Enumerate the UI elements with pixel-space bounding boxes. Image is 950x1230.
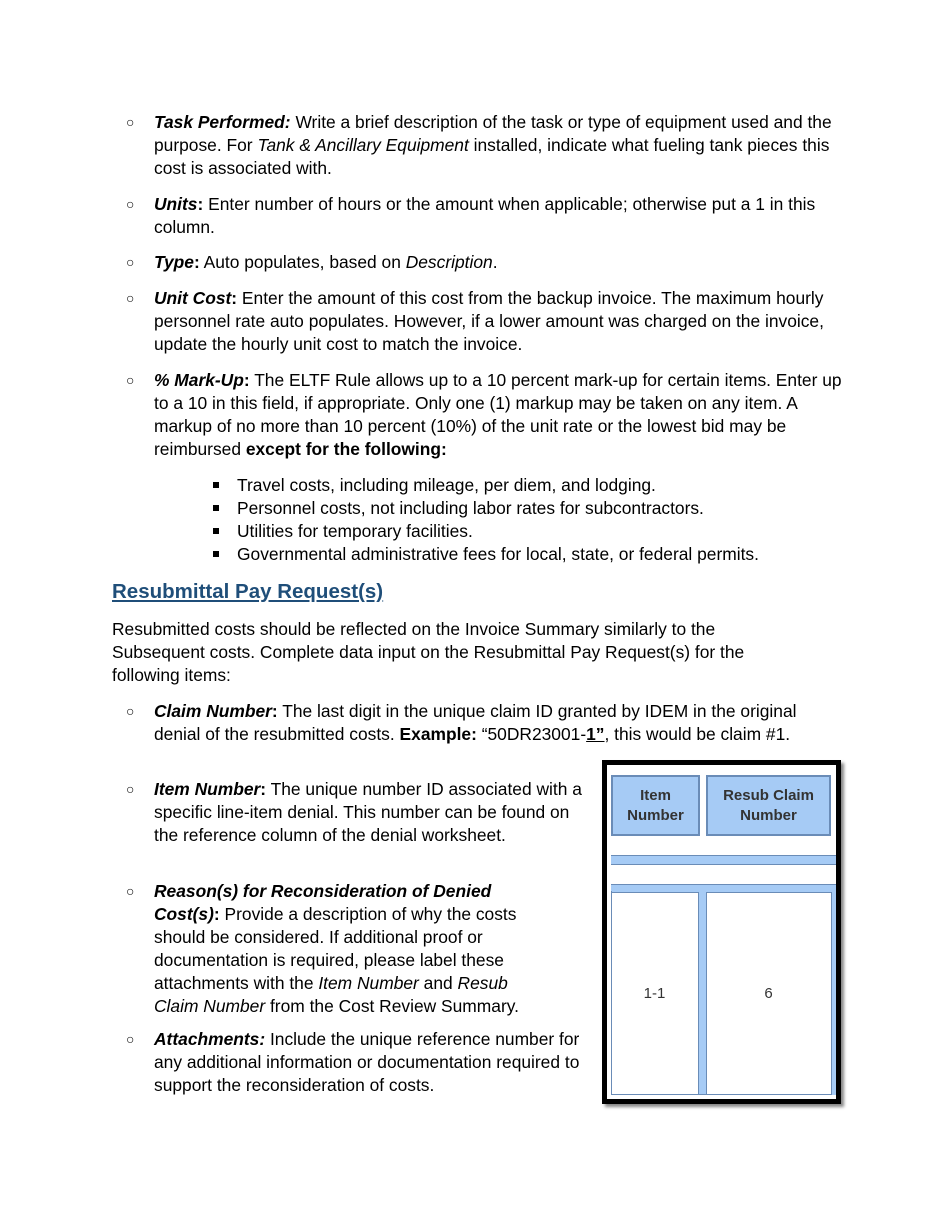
term: % Mark-Up xyxy=(154,370,244,390)
term-colon: : xyxy=(213,904,220,924)
list-item xyxy=(154,111,844,180)
text-run: The last digit in the unique claim ID granted by IDEM in the original denial of the resubmitted costs. xyxy=(154,701,797,744)
text-run: , this would be claim #1. xyxy=(604,724,791,744)
term-colon: : xyxy=(231,288,238,308)
text-run: Include the unique reference number for any additional information or documentation required to support the reconsideration of costs. xyxy=(154,1029,580,1095)
term: Item Number xyxy=(154,779,261,799)
text-run: Write a brief description of the task or type of equipment used and the purpose. For xyxy=(154,112,832,155)
text-run: Example: xyxy=(399,724,477,744)
term-colon: : xyxy=(197,194,204,214)
desc xyxy=(200,252,498,272)
term: Units xyxy=(154,194,198,214)
list-item xyxy=(154,193,844,239)
header-line: Number xyxy=(740,806,797,824)
text-run: The unique number ID associated with a specific line-item denial. This number can be found on the reference column of the denial worksheet. xyxy=(154,779,582,845)
list-item xyxy=(154,287,844,356)
text-run: Enter number of hours or the amount when applicable; otherwise put a 1 in this column. xyxy=(154,194,816,237)
list-item xyxy=(154,251,844,274)
exceptions-list xyxy=(237,474,857,566)
desc xyxy=(154,370,842,459)
term-colon: : xyxy=(271,701,278,721)
term-colon: : xyxy=(193,252,200,272)
term: Attachments: xyxy=(154,1029,266,1049)
list-item xyxy=(154,1028,594,1097)
header-line: Number xyxy=(627,806,684,824)
header-line: Resub Claim xyxy=(723,786,814,804)
text-run: installed, indicate what fueling tank pieces this cost is associated with. xyxy=(154,135,830,178)
table-bottom-edge xyxy=(611,1094,832,1095)
table-header-resub-claim-number xyxy=(706,775,831,836)
term: Unit Cost xyxy=(154,288,232,308)
term-colon: : xyxy=(243,370,250,390)
exception-item: Governmental administrative fees for local, state, or federal permits. xyxy=(237,543,857,566)
exception-item: Travel costs, including mileage, per diem, and lodging. xyxy=(237,474,857,497)
exception-item: Utilities for temporary facilities. xyxy=(237,520,857,543)
table-header-item-number xyxy=(611,775,700,836)
text-run: “50DR23001- xyxy=(476,724,587,744)
term: Type xyxy=(154,252,194,272)
list-item xyxy=(154,778,594,847)
text-run: and xyxy=(418,973,458,993)
term: Claim Number xyxy=(154,701,272,721)
text-run: Tank & Ancillary Equipment xyxy=(257,135,469,155)
text-run: except for the following: xyxy=(245,439,447,459)
resubmittal-table-image xyxy=(602,760,841,1104)
table-cell-resub-claim-number: 6 xyxy=(764,985,773,1002)
table-band xyxy=(611,855,841,865)
desc xyxy=(154,194,815,237)
text-run: Description xyxy=(405,252,493,272)
text-run: . xyxy=(492,252,498,272)
term: Reason(s) for Reconsideration of Denied Cost(s) xyxy=(154,881,492,924)
desc xyxy=(154,288,824,354)
text-run: Item Number xyxy=(318,973,419,993)
table-header-edge xyxy=(836,775,841,836)
table-column-divider xyxy=(831,892,840,1095)
list-item xyxy=(154,369,844,461)
text-run: The ELTF Rule allows up to a 10 percent mark-up for certain items. Enter up to a 10 in this field, if appropriate. Only one (1) markup may be taken on any item. A markup of no more than 10 percent (10%) of the unit rate or the lowest bid may be reimbursed xyxy=(154,370,842,459)
term: Task Performed: xyxy=(154,112,291,132)
list-item xyxy=(154,880,554,1018)
list-item xyxy=(154,700,844,746)
text-run: Auto populates, based on xyxy=(199,252,406,272)
table-band xyxy=(611,884,841,893)
text-run: from the Cost Review Summary. xyxy=(265,996,519,1016)
text-run: Enter the amount of this cost from the backup invoice. The maximum hourly personnel rate auto populates. However, if a lower amount was charged on the invoice, update the hourly unit cost to match the invoice. xyxy=(154,288,824,354)
text-run: Provide a description of why the costs should be considered. If additional proof or documentation is required, please label these attachments with the xyxy=(154,904,517,993)
text-run: Resub Claim Number xyxy=(154,973,508,1016)
exception-item: Personnel costs, not including labor rates for subcontractors. xyxy=(237,497,857,520)
section-intro: Resubmitted costs should be reflected on the Invoice Summary similarly to the Subsequent costs. Complete data input on the Resubmittal Pay Request(s) for the following items: xyxy=(112,619,745,685)
section-heading: Resubmittal Pay Request(s) xyxy=(112,580,384,603)
table-cell-item-number: 1-1 xyxy=(643,985,666,1002)
header-line: Item xyxy=(640,786,671,804)
text-run: 1” xyxy=(586,724,605,744)
term-colon: : xyxy=(260,779,267,799)
